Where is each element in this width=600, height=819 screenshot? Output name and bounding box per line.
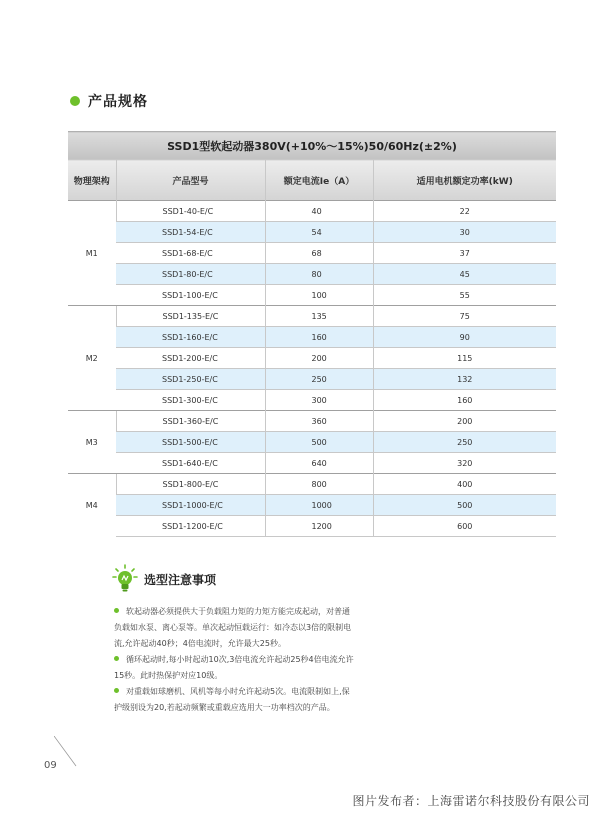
current-cell: 40	[265, 201, 373, 222]
table-row	[68, 516, 556, 537]
current-cell: 160	[265, 327, 373, 348]
power-cell: 45	[373, 264, 556, 285]
current-cell: 54	[265, 222, 373, 243]
power-cell: 600	[373, 516, 556, 537]
power-cell: 22	[373, 201, 556, 222]
list-item	[112, 684, 354, 716]
table-row	[68, 201, 556, 222]
header-model: 产品型号	[116, 160, 265, 201]
notes-list	[112, 604, 354, 716]
model-cell: SSD1-360-E/C	[116, 411, 265, 432]
note-text: 对重载如球磨机、风机等每小时允许起动5次。电流限制如上,保护级别设为20,若起动频繁或重载应选用大一功率档次的产品。	[114, 687, 350, 712]
table-row	[68, 264, 556, 285]
table-row	[68, 495, 556, 516]
power-cell: 320	[373, 453, 556, 474]
header-frame: 物理架构	[68, 160, 116, 201]
current-cell: 300	[265, 390, 373, 411]
current-cell: 68	[265, 243, 373, 264]
section-title-text: 产品规格	[88, 94, 148, 110]
power-cell: 250	[373, 432, 556, 453]
notes-title: 选型注意事项	[144, 572, 217, 587]
model-cell: SSD1-200-E/C	[116, 348, 265, 369]
frame-cell: M3	[68, 411, 116, 474]
model-cell: SSD1-1000-E/C	[116, 495, 265, 516]
power-cell: 90	[373, 327, 556, 348]
current-cell: 1200	[265, 516, 373, 537]
table-row	[68, 306, 556, 327]
model-cell: SSD1-640-E/C	[116, 453, 265, 474]
power-cell: 500	[373, 495, 556, 516]
current-cell: 360	[265, 411, 373, 432]
model-cell: SSD1-1200-E/C	[116, 516, 265, 537]
bullet-icon	[114, 608, 119, 613]
publisher-credit: 图片发布者：上海雷诺尔科技股份有限公司	[352, 794, 590, 808]
frame-cell: M1	[68, 201, 116, 306]
power-cell: 200	[373, 411, 556, 432]
table-row	[68, 432, 556, 453]
model-cell: SSD1-135-E/C	[116, 306, 265, 327]
model-cell: SSD1-40-E/C	[116, 201, 265, 222]
header-current: 额定电流Ie（A）	[265, 160, 373, 201]
model-cell: SSD1-80-E/C	[116, 264, 265, 285]
note-text: 软起动器必须提供大于负载阻力矩的力矩方能完成起动，对普通负载如水泵、离心泵等。单次起动恒载运行：如冷态以3倍的限制电流,允许起动40秒；4倍电流时，允许最大25秒。	[114, 607, 352, 648]
current-cell: 1000	[265, 495, 373, 516]
current-cell: 800	[265, 474, 373, 495]
current-cell: 100	[265, 285, 373, 306]
table-caption: SSD1型软起动器380V(+10%～15%)50/60Hz(±2%)	[68, 132, 556, 160]
decorative-diagonal-line	[54, 736, 94, 776]
model-cell: SSD1-54-E/C	[116, 222, 265, 243]
notes-header	[112, 564, 216, 594]
model-cell: SSD1-68-E/C	[116, 243, 265, 264]
table-row	[68, 222, 556, 243]
frame-cell: M4	[68, 474, 116, 537]
model-cell: SSD1-160-E/C	[116, 327, 265, 348]
frame-cell: M2	[68, 306, 116, 411]
model-cell: SSD1-100-E/C	[116, 285, 265, 306]
current-cell: 640	[265, 453, 373, 474]
power-cell: 37	[373, 243, 556, 264]
table-row	[68, 348, 556, 369]
power-cell: 400	[373, 474, 556, 495]
page-number: 09	[44, 760, 57, 771]
current-cell: 500	[265, 432, 373, 453]
lightbulb-icon	[112, 564, 138, 594]
model-cell: SSD1-800-E/C	[116, 474, 265, 495]
spec-table	[68, 131, 556, 537]
table-row	[68, 327, 556, 348]
table-row	[68, 390, 556, 411]
current-cell: 80	[265, 264, 373, 285]
section-title	[70, 90, 148, 112]
bullet-icon	[114, 688, 119, 693]
header-power: 适用电机额定功率(kW)	[373, 160, 556, 201]
power-cell: 30	[373, 222, 556, 243]
power-cell: 132	[373, 369, 556, 390]
note-text: 循环起动时,每小时起动10次,3倍电流允许起动25秒4倍电流允许15秒。此时热保护对应10级。	[114, 655, 354, 680]
table-row	[68, 474, 556, 495]
power-cell: 75	[373, 306, 556, 327]
power-cell: 160	[373, 390, 556, 411]
table-row	[68, 369, 556, 390]
model-cell: SSD1-250-E/C	[116, 369, 265, 390]
model-cell: SSD1-300-E/C	[116, 390, 265, 411]
bullet-icon	[114, 656, 119, 661]
current-cell: 135	[265, 306, 373, 327]
list-item	[112, 652, 354, 684]
list-item	[112, 604, 354, 652]
current-cell: 200	[265, 348, 373, 369]
table-row	[68, 243, 556, 264]
model-cell: SSD1-500-E/C	[116, 432, 265, 453]
table-row	[68, 285, 556, 306]
green-dot-icon	[70, 96, 80, 106]
table-row	[68, 411, 556, 432]
power-cell: 55	[373, 285, 556, 306]
table-body	[68, 201, 556, 537]
current-cell: 250	[265, 369, 373, 390]
table-row	[68, 453, 556, 474]
power-cell: 115	[373, 348, 556, 369]
